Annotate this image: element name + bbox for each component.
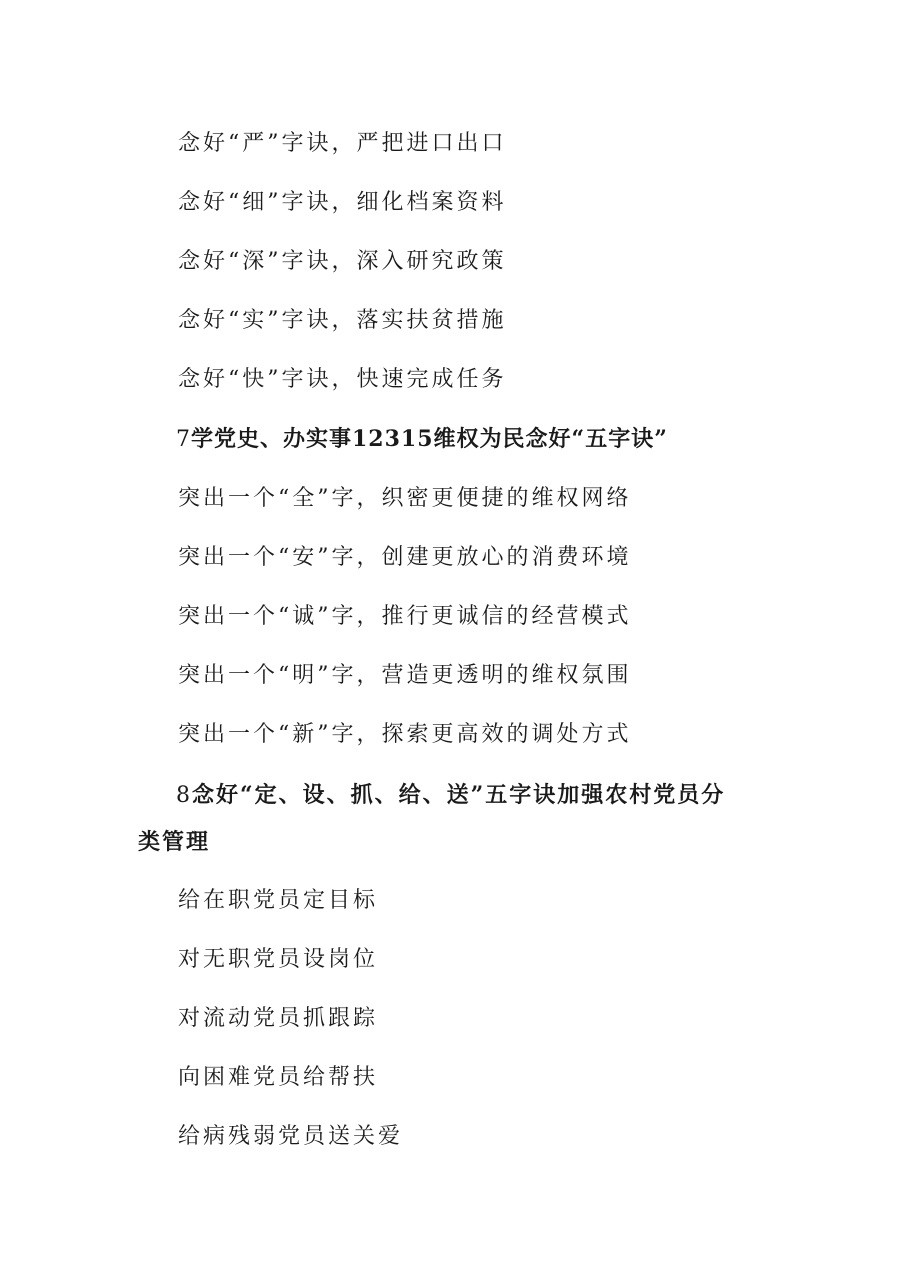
section6-item-1: 念好“严”字诀，严把进口出口: [178, 131, 507, 156]
section8-item-2: 对无职党员设岗位: [178, 947, 379, 972]
section6-item-5: 念好“快”字诀，快速完成任务: [178, 367, 507, 392]
section7-number: 7: [176, 427, 191, 452]
section6-item-3: 念好“深”字诀，深入研究政策: [178, 249, 507, 274]
section8-number: 8: [176, 783, 192, 808]
section8-heading-line1: [176, 784, 725, 807]
section7-heading: [176, 428, 668, 451]
section7-item-5: 突出一个“新”字，探索更高效的调处方式: [178, 722, 632, 747]
section8-heading-line2: 类管理: [138, 829, 211, 855]
section6-item-2: 念好“细”字诀，细化档案资料: [178, 190, 507, 215]
section7-item-1: 突出一个“全”字，织密更便捷的维权网络: [178, 486, 632, 511]
section7-title: 学党史、办实事12315维权为民念好“五字诀”: [191, 426, 668, 452]
section8-item-1: 给在职党员定目标: [178, 888, 379, 913]
section7-item-4: 突出一个“明”字，营造更透明的维权氛围: [178, 663, 632, 688]
section7-item-3: 突出一个“诚”字，推行更诚信的经营模式: [178, 604, 632, 629]
section8-item-4: 向困难党员给帮扶: [178, 1065, 379, 1090]
section6-item-4: 念好“实”字诀，落实扶贫措施: [178, 308, 507, 333]
section8-item-3: 对流动党员抓跟踪: [178, 1006, 379, 1031]
section7-item-2: 突出一个“安”字，创建更放心的消费环境: [178, 545, 632, 570]
section8-item-5: 给病残弱党员送关爱: [178, 1124, 404, 1149]
section8-title-line1: 念好“定、设、抓、给、送”五字诀加强农村党员分: [192, 782, 726, 808]
